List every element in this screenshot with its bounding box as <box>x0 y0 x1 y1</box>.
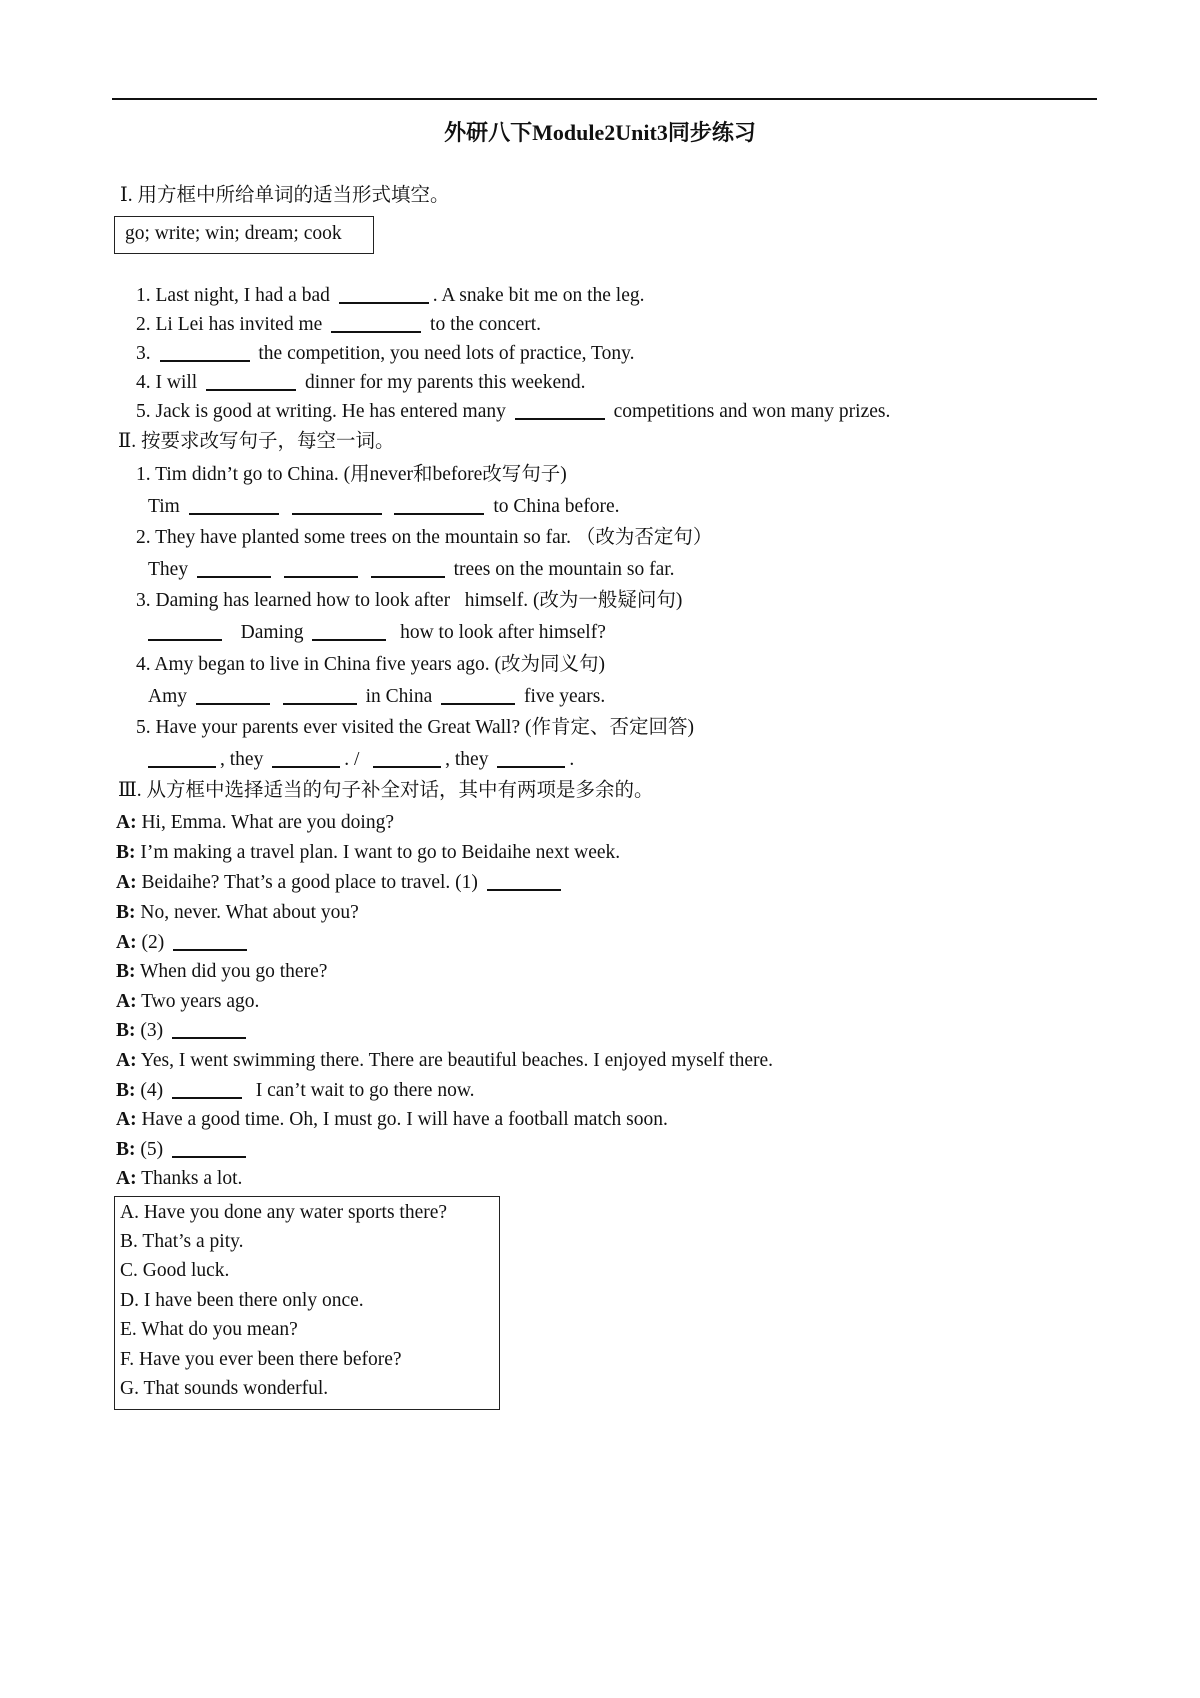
s2-answer-4-mid: in China <box>365 686 433 707</box>
blank[interactable] <box>312 639 386 641</box>
blank[interactable] <box>371 576 445 578</box>
s2-answer-4-pre: Amy <box>148 686 187 707</box>
s2-answer-3-post: how to look after himself? <box>400 622 606 643</box>
blank[interactable] <box>283 703 357 705</box>
option-f: F. Have you ever been there before? <box>120 1349 402 1370</box>
s2-answer-4 <box>148 685 605 709</box>
speaker: A: <box>116 991 137 1012</box>
line-text: (3) <box>140 1020 164 1041</box>
blank[interactable] <box>292 513 382 515</box>
s2-answer-2-post: trees on the mountain so far. <box>453 559 675 580</box>
dialogue-line <box>116 901 359 925</box>
s2-answer-5 <box>144 748 574 772</box>
top-rule <box>112 98 1097 100</box>
line-text: Thanks a lot. <box>141 1168 243 1189</box>
s2-question-5: 5. Have your parents ever visited the Great Wall? (作肯定、否定回答) <box>136 717 694 738</box>
option-b: B. That’s a pity. <box>120 1231 244 1252</box>
blank[interactable] <box>189 513 279 515</box>
blank[interactable] <box>373 766 441 768</box>
speaker: B: <box>116 961 136 982</box>
section3-heading: Ⅲ. 从方框中选择适当的句子补全对话，其中有两项是多余的。 <box>118 780 654 801</box>
s2-answer-2-pre: They <box>148 559 189 580</box>
dialogue-line <box>116 1079 475 1103</box>
line-text: (5) <box>140 1139 164 1160</box>
dialogue-line <box>116 1167 242 1191</box>
blank[interactable] <box>148 639 222 641</box>
blank[interactable] <box>197 576 271 578</box>
line-text: Beidaihe? That’s a good place to travel. (1) <box>141 872 478 893</box>
blank[interactable] <box>331 331 421 333</box>
s2-answer-4-post: five years. <box>524 686 606 707</box>
line-text: Yes, I went swimming there. There are beautiful beaches. I enjoyed myself there. <box>140 1050 774 1071</box>
speaker: B: <box>116 842 136 863</box>
s1-item-3 <box>136 342 634 366</box>
blank[interactable] <box>515 418 605 420</box>
s1-item-1-post: . A snake bit me on the leg. <box>432 285 645 306</box>
dialogue-line <box>116 960 327 984</box>
blank[interactable] <box>173 949 247 951</box>
blank[interactable] <box>394 513 484 515</box>
blank[interactable] <box>497 766 565 768</box>
option-e: E. What do you mean? <box>120 1319 298 1340</box>
blank[interactable] <box>284 576 358 578</box>
s1-item-5 <box>136 400 890 424</box>
dialogue-line <box>116 841 620 865</box>
line-text: Have a good time. Oh, I must go. I will have a football match soon. <box>141 1109 668 1130</box>
blank[interactable] <box>172 1097 242 1099</box>
blank[interactable] <box>172 1156 246 1158</box>
speaker: A: <box>116 932 137 953</box>
s2-answer-5-t1: , they <box>220 749 264 770</box>
options-box <box>114 1196 500 1410</box>
speaker: B: <box>116 902 136 923</box>
line-text: When did you go there? <box>140 961 328 982</box>
speaker: A: <box>116 872 137 893</box>
line-text: Two years ago. <box>141 991 260 1012</box>
s2-answer-1 <box>148 495 619 519</box>
speaker: A: <box>116 1109 137 1130</box>
speaker: B: <box>116 1139 136 1160</box>
speaker: B: <box>116 1080 136 1101</box>
page-title: 外研八下Module2Unit3同步练习 <box>444 120 756 145</box>
s1-item-3-post: the competition, you need lots of practice, Tony. <box>258 343 635 364</box>
s1-item-4 <box>136 371 585 395</box>
s1-item-3-pre: 3. <box>136 343 151 364</box>
dialogue-line <box>116 1019 250 1043</box>
section1-heading: Ⅰ. 用方框中所给单词的适当形式填空。 <box>120 185 450 206</box>
dialogue-line <box>116 811 394 835</box>
s2-question-2: 2. They have planted some trees on the mountain so far. （改为否定句） <box>136 527 713 548</box>
s1-item-1-pre: 1. Last night, I had a bad <box>136 285 330 306</box>
s1-item-1 <box>136 284 645 308</box>
speaker: A: <box>116 812 137 833</box>
blank[interactable] <box>487 889 561 891</box>
speaker: A: <box>116 1050 137 1071</box>
speaker: A: <box>116 1168 137 1189</box>
s2-answer-5-t3: , they <box>445 749 489 770</box>
s2-answer-5-t2: . / <box>344 749 360 770</box>
line-text: (4) <box>140 1080 164 1101</box>
s1-item-2 <box>136 313 541 337</box>
dialogue-line <box>116 871 565 895</box>
dialogue-line <box>116 1049 773 1073</box>
dialogue-line <box>116 1138 250 1162</box>
line-tail: I can’t wait to go there now. <box>255 1080 475 1101</box>
blank[interactable] <box>206 389 296 391</box>
option-d: D. I have been there only once. <box>120 1290 364 1311</box>
s2-answer-3 <box>144 621 606 645</box>
s1-item-4-pre: 4. I will <box>136 372 198 393</box>
word-box-text: go; write; win; dream; cook <box>125 223 342 244</box>
s2-answer-3-mid: Daming <box>240 622 304 643</box>
s2-answer-5-t4: . <box>569 749 575 770</box>
s1-item-4-post: dinner for my parents this weekend. <box>304 372 586 393</box>
s2-question-1: 1. Tim didn’t go to China. (用never和before改写句子) <box>136 464 567 485</box>
option-g: G. That sounds wonderful. <box>120 1378 329 1399</box>
section2-heading: Ⅱ. 按要求改写句子，每空一词。 <box>118 431 395 452</box>
option-c: C. Good luck. <box>120 1260 230 1281</box>
line-text: (2) <box>141 932 165 953</box>
s1-item-2-post: to the concert. <box>430 314 542 335</box>
option-a: A. Have you done any water sports there? <box>120 1202 448 1223</box>
dialogue-line <box>116 931 251 955</box>
blank[interactable] <box>172 1037 246 1039</box>
line-text: Hi, Emma. What are you doing? <box>141 812 394 833</box>
blank[interactable] <box>441 703 515 705</box>
s1-item-2-pre: 2. Li Lei has invited me <box>136 314 323 335</box>
s2-answer-2 <box>148 558 675 582</box>
s1-item-5-post: competitions and won many prizes. <box>613 401 891 422</box>
s2-answer-1-pre: Tim <box>148 496 180 517</box>
dialogue-line <box>116 1108 668 1132</box>
dialogue-line <box>116 990 259 1014</box>
blank[interactable] <box>339 302 429 304</box>
blank[interactable] <box>148 766 216 768</box>
s2-question-4: 4. Amy began to live in China five years ago. (改为同义句) <box>136 654 605 675</box>
s2-question-3: 3. Daming has learned how to look after himself. (改为一般疑问句) <box>136 590 683 611</box>
s2-answer-1-post: to China before. <box>493 496 620 517</box>
blank[interactable] <box>196 703 270 705</box>
line-text: No, never. What about you? <box>140 902 359 923</box>
speaker: B: <box>116 1020 136 1041</box>
word-box <box>114 216 374 254</box>
blank[interactable] <box>272 766 340 768</box>
blank[interactable] <box>160 360 250 362</box>
s1-item-5-pre: 5. Jack is good at writing. He has entered many <box>136 401 506 422</box>
line-text: I’m making a travel plan. I want to go to Beidaihe next week. <box>140 842 621 863</box>
